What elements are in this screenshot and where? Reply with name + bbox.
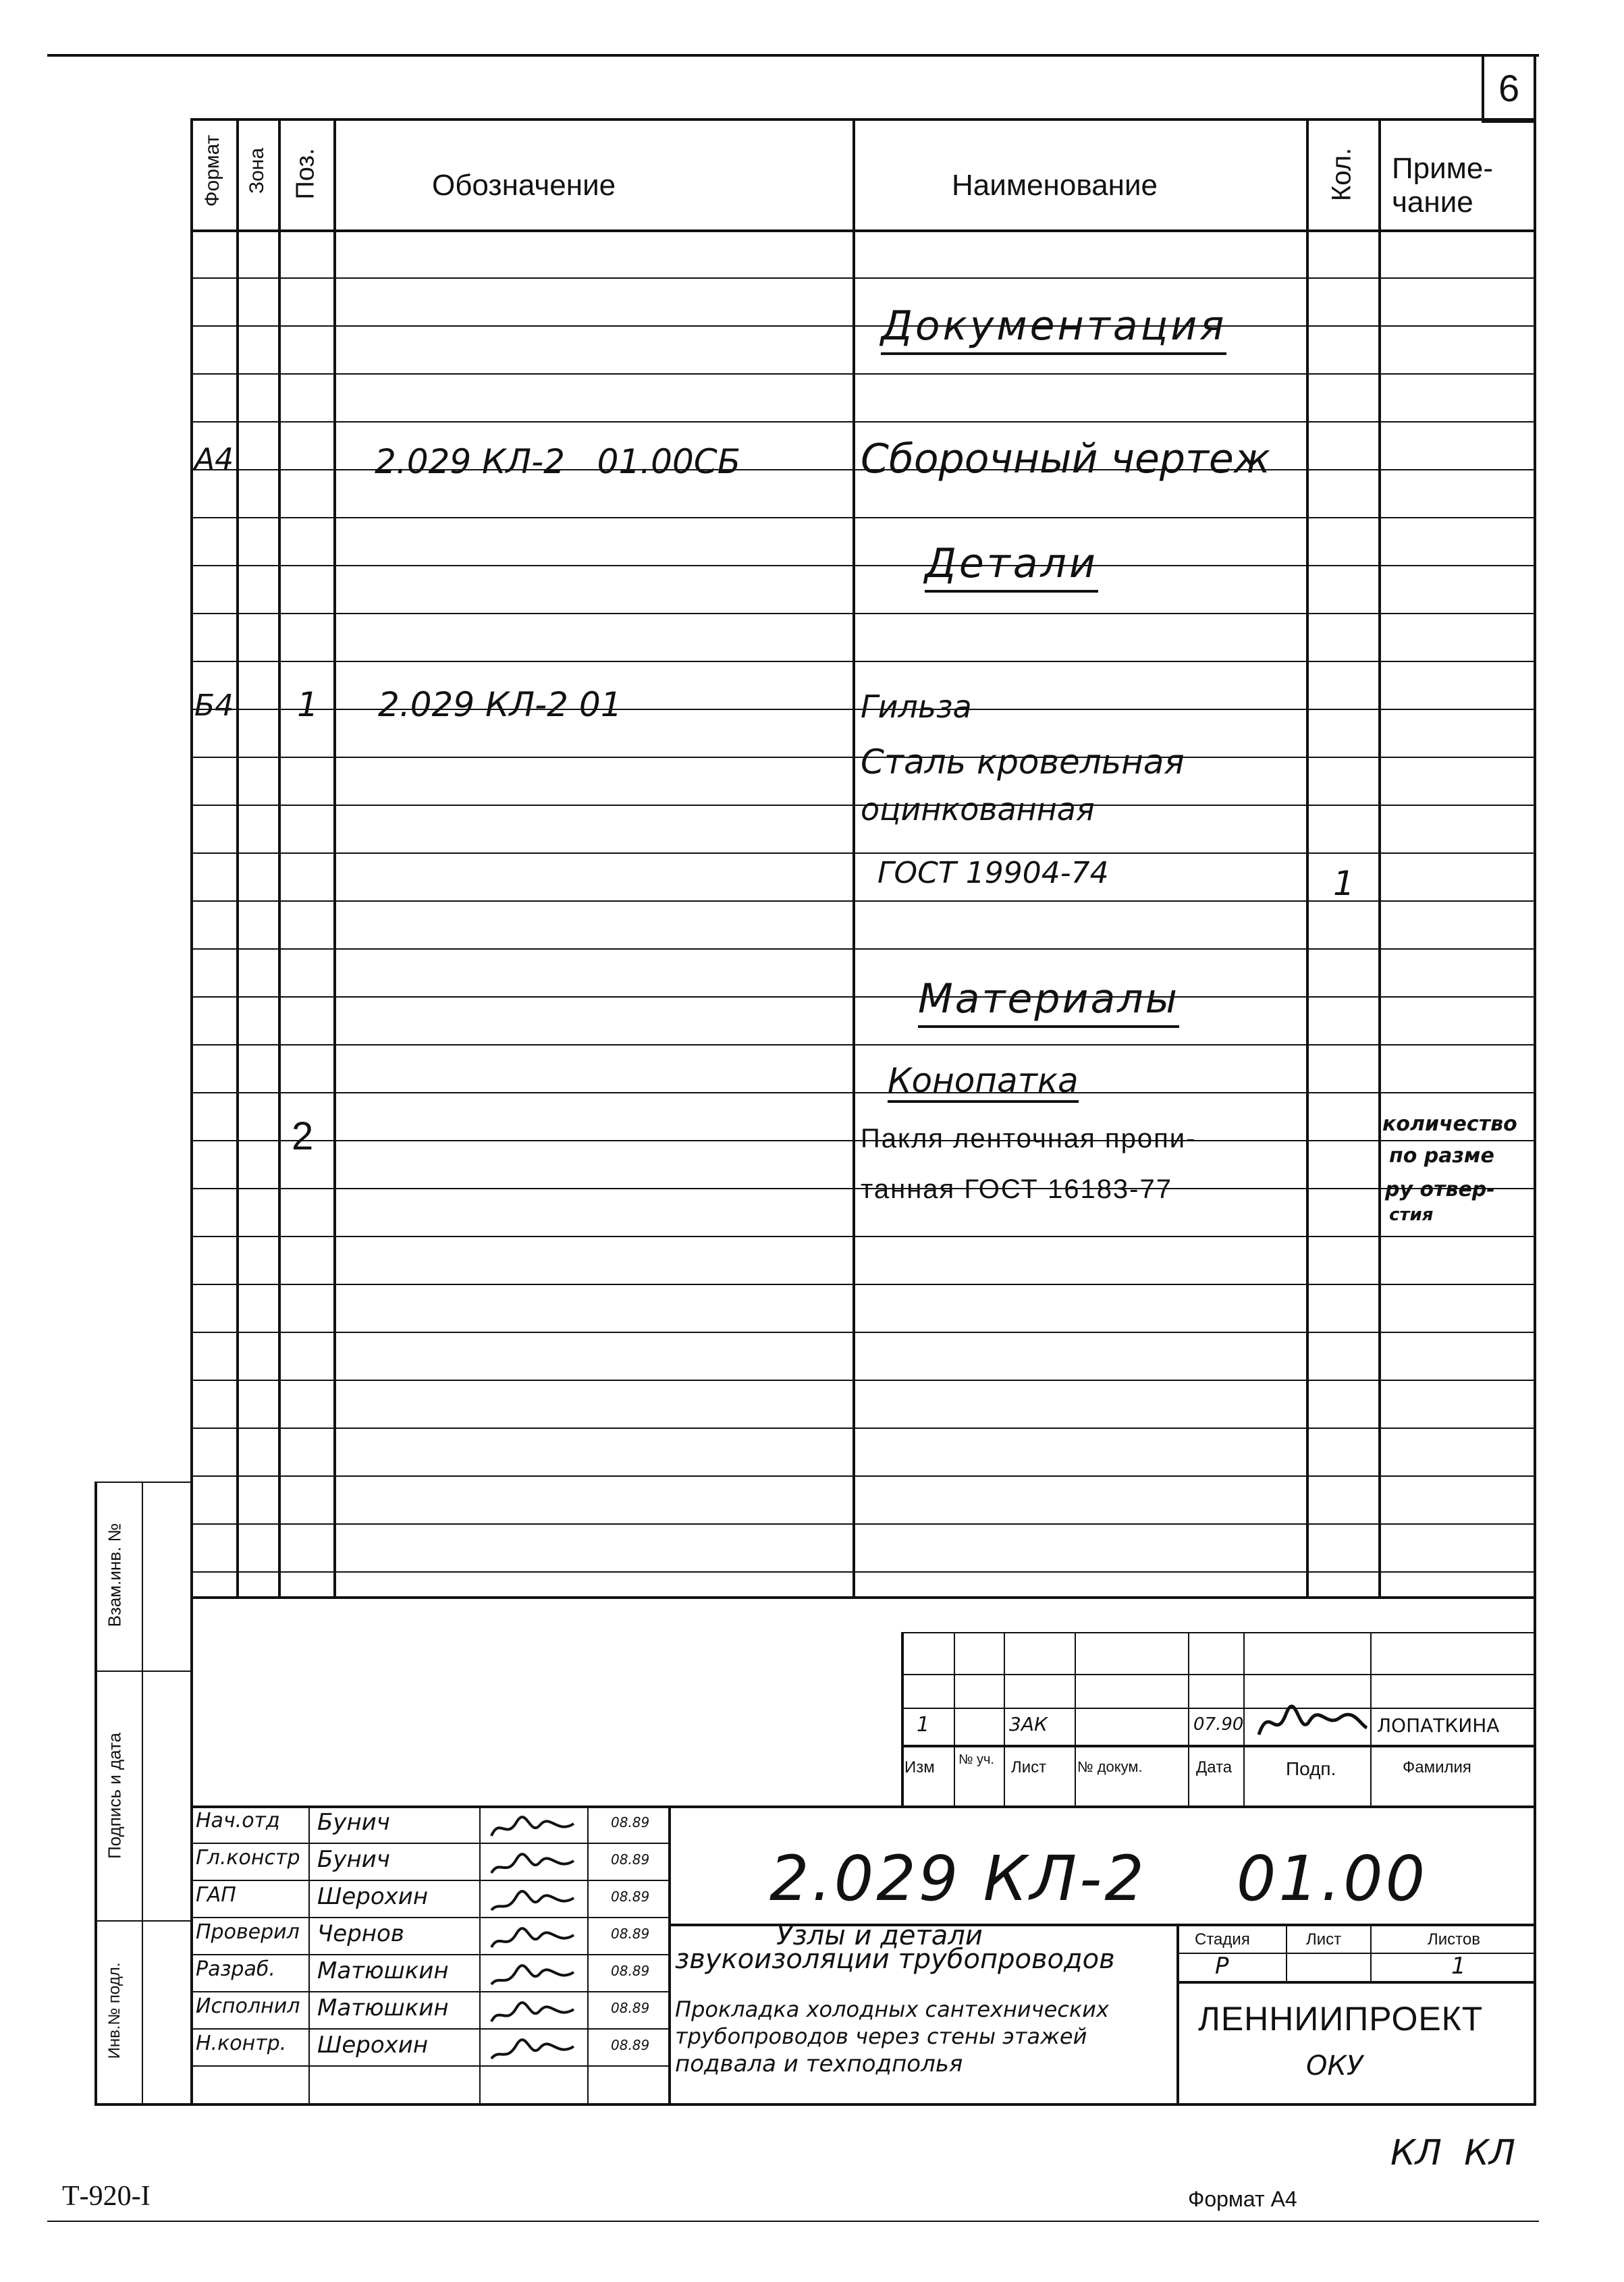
- table-row-line: [190, 613, 1536, 614]
- table-row-line: [190, 1571, 1536, 1573]
- footer-line: [47, 2221, 1539, 2222]
- tb-org-2: ОКУ: [1306, 2050, 1363, 2082]
- tb-col-sign: [587, 1805, 589, 2106]
- table-row-line: [190, 1236, 1536, 1237]
- table-row-line: [190, 1475, 1536, 1477]
- rev-h-doc: № докум.: [1077, 1758, 1143, 1775]
- tb-people-line: [190, 1843, 668, 1844]
- table-bottom-line: [190, 1596, 1536, 1599]
- col-line-right: [1534, 118, 1536, 1596]
- row2-name-4: ГОСТ 19904-74: [877, 856, 1109, 890]
- tb-title-1: Узлы и детали: [776, 1920, 983, 1951]
- tb-person-date: 08.89: [611, 1889, 650, 1905]
- row3-note-3: ру отвер-: [1385, 1178, 1495, 1201]
- table-row-line: [190, 517, 1536, 518]
- tb-person-date: 08.89: [611, 2037, 650, 2053]
- tb-sheet-header: Лист: [1306, 1930, 1342, 1949]
- tb-people-line: [190, 2028, 668, 2030]
- rev-line-3: [901, 1708, 1536, 1709]
- row2-pos: 1: [297, 685, 319, 724]
- rev-col-5: [1188, 1632, 1189, 1805]
- table-row-line: [190, 421, 1536, 423]
- rev-name: ЛОПАТКИНА: [1377, 1714, 1500, 1737]
- table-row-line: [190, 948, 1536, 950]
- rev-col-2: [954, 1632, 955, 1805]
- side-label-inv: Инв.№ подл.: [105, 1962, 124, 2059]
- tb-desc-2: трубопроводов через стены этажей: [675, 2023, 1087, 2049]
- footer-corner-mark: КЛ КЛ: [1390, 2133, 1516, 2173]
- row2-format: Б4: [194, 688, 234, 723]
- tb-org-1: ЛЕННИИПРОЕКТ: [1198, 2000, 1484, 2038]
- row3-name-2: танная ГОСТ 16183-77: [861, 1174, 1172, 1204]
- row2-designation: 2.029 КЛ-2 01: [378, 685, 622, 724]
- tb-col-date: [668, 1805, 671, 2106]
- rev-col-1: [901, 1632, 904, 1805]
- row3-note-4: стия: [1389, 1205, 1434, 1225]
- tb-person-name: Шерохин: [317, 1883, 429, 1910]
- rev-h-izm: Изм: [904, 1758, 935, 1776]
- rev-signature-icon: [1252, 1701, 1374, 1748]
- rev-h-list: Лист: [1011, 1758, 1047, 1776]
- table-row-line: [190, 1092, 1536, 1093]
- table-row-line: [190, 1380, 1536, 1381]
- tb-person-signature-icon: [486, 1959, 580, 1992]
- rev-col-4: [1075, 1632, 1076, 1805]
- tb-person-name: Матюшкин: [317, 1994, 449, 2021]
- subsection-caulk: Конопатка: [888, 1061, 1079, 1103]
- rev-list: 3АК: [1009, 1713, 1048, 1735]
- row1-format: А4: [194, 442, 234, 477]
- col-line-qty: [1306, 118, 1309, 1596]
- row1-designation: 2.029 КЛ-2 01.00СБ: [375, 442, 741, 481]
- side-strip-div1: [94, 1670, 192, 1672]
- rev-line-4: [901, 1745, 1536, 1747]
- tb-person-role: Проверил: [196, 1920, 300, 1944]
- tb-people-line: [190, 1917, 668, 1918]
- tb-title-2: звукоизоляции трубопроводов: [675, 1944, 1115, 1975]
- tb-person-signature-icon: [486, 1810, 580, 1844]
- tb-designation: 2.029 КЛ-2 01.00: [769, 1843, 1428, 1915]
- tb-col-stage: [1176, 1924, 1179, 2106]
- side-strip-top-line: [94, 1482, 192, 1483]
- col-line-note: [1378, 118, 1381, 1596]
- tb-desc-3: подвала и техподполья: [675, 2050, 963, 2077]
- tb-sheets-header: Листов: [1428, 1930, 1480, 1949]
- tb-person-name: Шерохин: [317, 2032, 429, 2059]
- tb-person-name: Чернов: [317, 1920, 404, 1947]
- table-row-line: [190, 373, 1536, 375]
- tb-col-name: [479, 1805, 481, 2106]
- section-materials: Материалы: [918, 975, 1179, 1028]
- rev-h-surname: Фамилия: [1403, 1758, 1471, 1776]
- row2-name-1: Гильза: [861, 688, 972, 725]
- tb-person-role: ГАП: [196, 1883, 236, 1907]
- rev-h-date: Дата: [1196, 1758, 1233, 1776]
- side-strip-left-line: [94, 1482, 97, 2106]
- tb-people-line: [190, 1991, 668, 1992]
- section-documentation: Документация: [881, 302, 1226, 355]
- table-row-line: [190, 1284, 1536, 1285]
- tb-line-stage-bottom: [1176, 1981, 1536, 1984]
- tb-person-signature-icon: [486, 1884, 580, 1918]
- row2-name-3: оцинкованная: [861, 791, 1095, 827]
- side-label-podp: Подпись и дата: [104, 1733, 125, 1859]
- rev-h-sign: Подп.: [1286, 1758, 1336, 1779]
- side-strip-mid-line: [142, 1482, 143, 2106]
- tb-sheets: 1: [1451, 1953, 1466, 1980]
- tb-person-name: Матюшкин: [317, 1957, 449, 1984]
- row3-name-1: Пакля ленточная пропи-: [861, 1124, 1197, 1153]
- row1-name: Сборочный чертеж: [861, 435, 1270, 483]
- tb-person-name: Бунич: [317, 1809, 390, 1836]
- tb-person-date: 08.89: [611, 1851, 650, 1868]
- row3-note-2: по разме: [1389, 1144, 1494, 1168]
- tb-person-role: Н.контр.: [196, 2032, 287, 2055]
- tb-person-role: Разраб.: [196, 1957, 275, 1981]
- tb-person-signature-icon: [486, 1847, 580, 1881]
- tb-stage-header: Стадия: [1195, 1930, 1250, 1949]
- table-row-line: [190, 996, 1536, 998]
- tb-person-name: Бунич: [317, 1846, 390, 1873]
- header-qty: Кол.: [1326, 147, 1357, 202]
- tb-person-date: 08.89: [611, 1963, 650, 1979]
- col-line-pos: [278, 118, 281, 1596]
- rev-line-1: [901, 1632, 1536, 1633]
- header-designation: Обозначение: [432, 169, 616, 202]
- side-label-vzam: Взам.инв. №: [104, 1523, 125, 1627]
- row2-qty: 1: [1333, 864, 1355, 903]
- header-zone: Зона: [246, 147, 268, 194]
- table-row-line: [190, 1332, 1536, 1333]
- rev-col-3: [1004, 1632, 1005, 1805]
- tb-people-line: [190, 2065, 668, 2067]
- header-note: Приме- чание: [1392, 152, 1494, 219]
- tb-line-stage-h: [1176, 1953, 1536, 1954]
- table-row-line: [190, 1428, 1536, 1429]
- sheet-box-left: [1482, 54, 1484, 121]
- col-line-name: [852, 118, 855, 1596]
- header-pos: Поз.: [291, 148, 320, 200]
- tb-person-role: Нач.отд: [196, 1809, 280, 1832]
- tb-person-role: Исполнил: [196, 1994, 300, 2018]
- tb-person-role: Гл.констр: [196, 1846, 300, 1870]
- rev-line-2: [901, 1674, 1536, 1675]
- table-row-line: [190, 565, 1536, 566]
- col-line-zone: [236, 118, 239, 1596]
- rev-date: 07.90: [1193, 1714, 1244, 1735]
- footer-format: Формат А4: [1188, 2187, 1297, 2211]
- table-row-line: [190, 661, 1536, 662]
- row3-note-1: количество: [1382, 1112, 1517, 1136]
- tb-person-date: 08.89: [611, 1926, 650, 1942]
- rev-line-5: [190, 1805, 1536, 1808]
- side-strip-div2: [94, 1920, 192, 1922]
- footer-left-code: Т-920-I: [62, 2181, 151, 2212]
- tb-people-line: [190, 1954, 668, 1955]
- tb-col-role: [308, 1805, 310, 2106]
- table-row-line: [190, 325, 1536, 327]
- row3-pos: 2: [292, 1114, 314, 1158]
- tb-stage: Р: [1215, 1953, 1229, 1980]
- rev-h-nuch: № уч.: [958, 1752, 994, 1767]
- frame-top-line: [47, 54, 1539, 57]
- rev-izm: 1: [917, 1713, 930, 1737]
- tb-desc-1: Прокладка холодных сантехнических: [675, 1996, 1109, 2022]
- table-row-line: [190, 1044, 1536, 1045]
- table-row-line: [190, 277, 1536, 279]
- header-name: Наименование: [952, 169, 1158, 202]
- section-parts: Детали: [925, 540, 1098, 593]
- tb-person-signature-icon: [486, 2033, 580, 2067]
- tb-person-date: 08.89: [611, 1814, 650, 1830]
- header-row-bottom: [190, 229, 1536, 232]
- frame-bottom-line: [94, 2103, 1536, 2106]
- table-row-line: [190, 1523, 1536, 1525]
- table-row-line: [190, 852, 1536, 854]
- col-line-designation: [333, 118, 336, 1596]
- header-format: Формат: [201, 134, 223, 207]
- tb-person-date: 08.89: [611, 2000, 650, 2016]
- tb-person-signature-icon: [486, 1922, 580, 1955]
- row2-name-2: Сталь кровельная: [861, 742, 1185, 782]
- tb-person-signature-icon: [486, 1996, 580, 2030]
- tb-people-line: [190, 1880, 668, 1881]
- sheet-number: 6: [1498, 67, 1520, 109]
